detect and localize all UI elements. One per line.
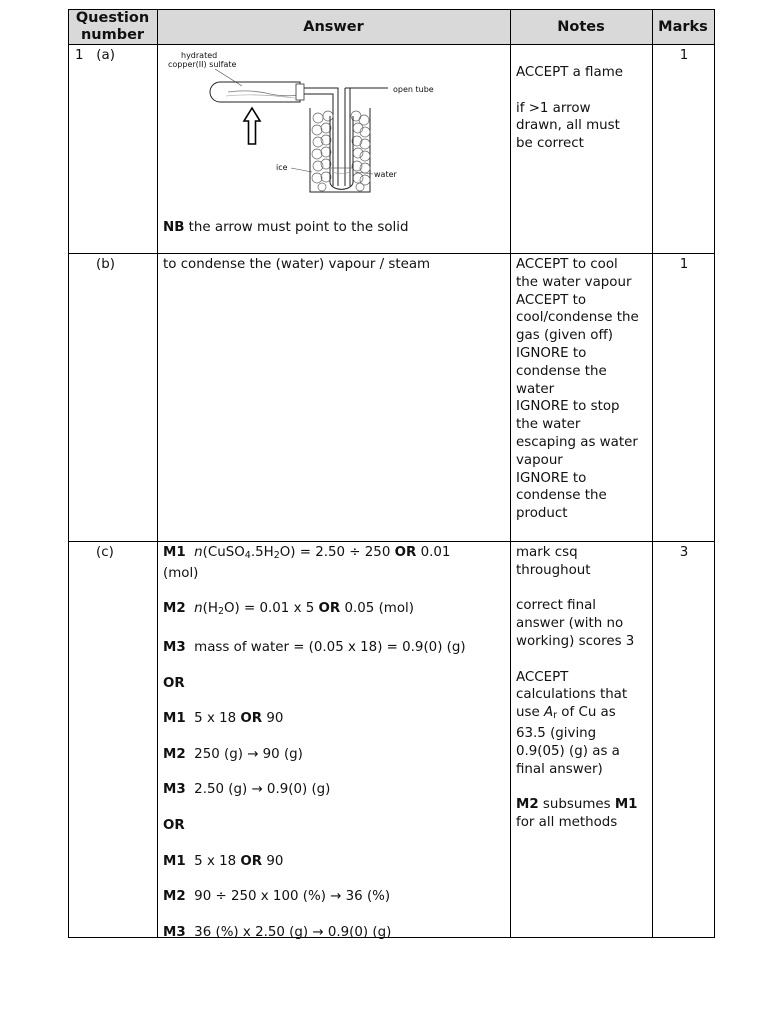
note-line: water bbox=[516, 381, 555, 397]
note-line: IGNORE to stop bbox=[516, 399, 620, 415]
method1-m3 bbox=[163, 639, 508, 657]
label-ice: ice bbox=[276, 163, 288, 172]
formula-part: 0.05 (mol) bbox=[340, 601, 414, 617]
heat-arrow bbox=[244, 108, 260, 144]
nb-text: the arrow must point to the solid bbox=[184, 220, 409, 235]
subscript: r bbox=[553, 710, 558, 722]
relative-atomic-mass-symbol: A bbox=[543, 705, 554, 721]
mark-label: M2 bbox=[163, 746, 186, 762]
note-line: condense the bbox=[516, 363, 607, 379]
subscript: 2 bbox=[217, 606, 225, 618]
note-line: ACCEPT bbox=[516, 669, 569, 685]
note-line: vapour bbox=[516, 452, 563, 468]
notes-1a bbox=[516, 64, 652, 153]
formula-part: (CuSO bbox=[202, 545, 245, 560]
note-line: condense the bbox=[516, 488, 607, 504]
mark-label: M2 bbox=[516, 797, 539, 813]
answer-1c bbox=[163, 544, 508, 942]
note-line-subsumes bbox=[516, 796, 652, 814]
subscript: 4 bbox=[244, 550, 251, 561]
header-answer: Answer bbox=[303, 19, 364, 35]
note-line: answer (with no bbox=[516, 616, 624, 632]
formula-part: O) = 2.50 ÷ 250 bbox=[279, 545, 395, 560]
mark-label: M3 bbox=[163, 924, 186, 940]
note-line: product bbox=[516, 506, 568, 522]
note-line: ACCEPT to bbox=[516, 292, 587, 308]
label-copper-sulfate: copper(II) sulfate bbox=[168, 60, 237, 69]
working-text: 90 ÷ 250 x 100 (%) → 36 (%) bbox=[185, 889, 391, 905]
note-line: calculations that bbox=[516, 687, 628, 703]
mark-label: M2 bbox=[163, 601, 186, 617]
note-line-ar bbox=[516, 704, 652, 725]
method3-m2 bbox=[163, 888, 508, 906]
note-line: for all methods bbox=[516, 814, 618, 830]
boiling-tube bbox=[210, 82, 304, 102]
mark-label: M1 bbox=[163, 853, 186, 869]
answer-1a-note bbox=[163, 219, 508, 237]
question-number-1b: (b) bbox=[96, 257, 115, 272]
note-line: mark csq bbox=[516, 545, 578, 560]
note-line: if >1 arrow bbox=[516, 100, 591, 116]
answer-1b: to condense the (water) vapour / steam bbox=[163, 257, 431, 272]
or-keyword: OR bbox=[318, 601, 341, 617]
or-divider-2 bbox=[163, 817, 508, 835]
header-number-label: number bbox=[80, 27, 145, 43]
note-line: the water bbox=[516, 417, 581, 433]
working-text: 250 (g) → 90 (g) bbox=[185, 746, 303, 762]
question-number-1a: 1 (a) bbox=[75, 48, 115, 63]
formula-part: O) = 0.01 x 5 bbox=[224, 601, 319, 617]
nb-label: NB bbox=[163, 220, 185, 235]
note-line bbox=[516, 82, 652, 100]
note-spacer bbox=[516, 778, 652, 796]
mark-label: M1 bbox=[163, 711, 186, 727]
note-line: drawn, all must bbox=[516, 118, 620, 134]
method1-m1 bbox=[163, 544, 508, 583]
working-text: 5 x 18 bbox=[185, 853, 241, 869]
note-text: of Cu as bbox=[557, 705, 616, 721]
marks-1c: 3 bbox=[679, 545, 689, 560]
marks-1a: 1 bbox=[679, 48, 689, 63]
note-line: ACCEPT to cool bbox=[516, 257, 618, 272]
working-text: 36 (%) x 2.50 (g) → 0.9(0) (g) bbox=[185, 924, 392, 940]
mark-label: M1 bbox=[163, 545, 186, 560]
apparatus-diagram bbox=[160, 46, 460, 196]
working-text: 90 bbox=[262, 711, 284, 727]
note-text: use bbox=[516, 705, 544, 721]
note-text: subsumes bbox=[538, 797, 615, 813]
mark-label: M1 bbox=[614, 797, 638, 813]
header-notes: Notes bbox=[557, 19, 605, 35]
working-text: 90 bbox=[262, 853, 284, 869]
mark-label: M3 bbox=[163, 782, 186, 798]
note-line: gas (given off) bbox=[516, 328, 613, 344]
working-text: 5 x 18 bbox=[185, 711, 241, 727]
note-spacer bbox=[516, 651, 652, 669]
note-line: be correct bbox=[516, 136, 584, 152]
or-keyword: OR bbox=[163, 817, 185, 833]
mark-label: M2 bbox=[163, 889, 186, 905]
label-open-tube: open tube bbox=[393, 85, 434, 94]
header-question-number bbox=[68, 10, 157, 44]
notes-1c bbox=[516, 544, 652, 832]
working-text: 2.50 (g) → 0.9(0) (g) bbox=[185, 782, 331, 798]
question-number-1c: (c) bbox=[96, 545, 114, 560]
method1-m2 bbox=[163, 600, 508, 621]
method2-m2 bbox=[163, 746, 508, 764]
or-keyword: OR bbox=[240, 853, 263, 869]
note-line: cool/condense the bbox=[516, 310, 639, 326]
working-text: mass of water = (0.05 x 18) = 0.9(0) (g) bbox=[185, 639, 466, 655]
note-line: IGNORE to bbox=[516, 470, 587, 486]
note-line: 63.5 (giving bbox=[516, 725, 597, 741]
notes-1b bbox=[516, 256, 652, 523]
note-line: 0.9(05) (g) as a bbox=[516, 743, 620, 759]
or-keyword: OR bbox=[163, 675, 185, 691]
header-marks: Marks bbox=[658, 19, 708, 35]
note-line: final answer) bbox=[516, 761, 603, 777]
note-line: the water vapour bbox=[516, 274, 632, 290]
method2-m1 bbox=[163, 710, 508, 728]
label-water: water bbox=[374, 170, 397, 179]
method3-m3 bbox=[163, 924, 508, 942]
method2-m3 bbox=[163, 781, 508, 799]
label-hydrated: hydrated bbox=[181, 51, 218, 60]
amount-symbol: n bbox=[194, 601, 203, 617]
note-spacer bbox=[516, 580, 652, 598]
amount-symbol: n bbox=[194, 545, 203, 560]
formula-part: 0.01 bbox=[416, 545, 451, 560]
subscript: 2 bbox=[273, 550, 280, 561]
header-question-label: Question bbox=[75, 10, 150, 26]
or-keyword: OR bbox=[240, 711, 263, 727]
or-keyword: OR bbox=[394, 545, 417, 560]
formula-part: .5H bbox=[250, 545, 274, 560]
note-line: correct final bbox=[516, 598, 596, 614]
note-line: working) scores 3 bbox=[516, 633, 635, 649]
marks-1b: 1 bbox=[679, 257, 689, 272]
note-line: throughout bbox=[516, 562, 591, 578]
method3-m1 bbox=[163, 853, 508, 871]
or-divider-1 bbox=[163, 675, 508, 693]
note-line: escaping as water bbox=[516, 434, 638, 450]
beaker-with-ice bbox=[310, 108, 370, 192]
note-line: ACCEPT a flame bbox=[516, 65, 623, 80]
unit-text: (mol) bbox=[163, 565, 199, 581]
mark-label: M3 bbox=[163, 639, 186, 655]
formula-part: (H bbox=[202, 601, 218, 617]
note-line: IGNORE to bbox=[516, 345, 587, 361]
